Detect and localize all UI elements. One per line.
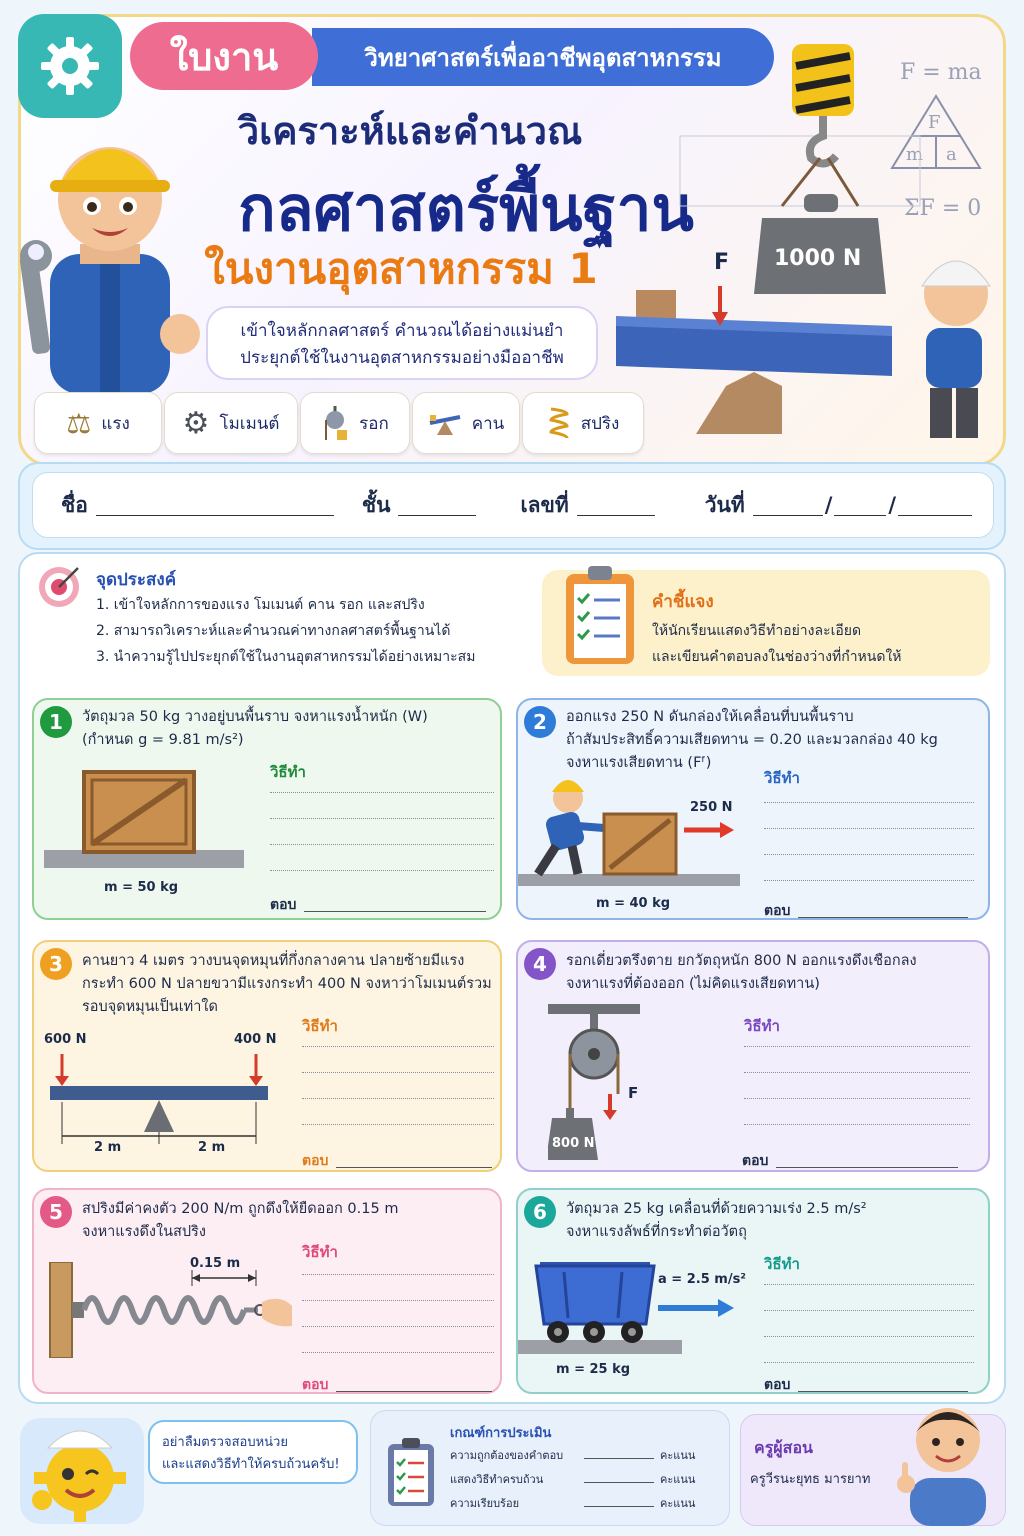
topic-chip-pulley [300, 392, 410, 454]
date-month-field[interactable] [834, 494, 886, 516]
question-number: 6 [524, 1196, 556, 1228]
lever-icon [428, 409, 462, 437]
work-line[interactable] [270, 870, 494, 871]
work-label: วิธีทำ [302, 1017, 338, 1035]
answer-label: ตอบ [764, 903, 791, 919]
weight-label: 800 N [552, 1136, 595, 1151]
question-text-line: คานยาว 4 เมตร วางบนจุดหมุนที่กึ่งกลางคาน ปลายซ้ายมีแรง [82, 953, 465, 969]
work-line[interactable] [302, 1352, 494, 1353]
teacher-character-illustration [890, 1398, 1000, 1526]
name-label: ชื่อ [61, 492, 88, 517]
answer-field[interactable] [798, 1376, 968, 1392]
work-line[interactable] [744, 1124, 970, 1125]
work-line[interactable] [744, 1072, 970, 1073]
triangle-top: F [928, 112, 941, 133]
answer-field[interactable] [304, 896, 486, 912]
question-text-line: จงหาแรงลัพธ์ที่กระทำต่อวัตถุ [566, 1224, 747, 1240]
question-text-line: จงหาแรงดึงในสปริง [82, 1224, 206, 1240]
topic-label: คาน [471, 413, 505, 434]
gear-logo [18, 14, 122, 118]
subtitle-line-1: เข้าใจหลักกลศาสตร์ คำนวณได้อย่างแม่นยำ [240, 321, 564, 341]
title-line-1: วิเคราะห์และคำนวณ [237, 109, 583, 153]
work-label: วิธีทำ [270, 763, 306, 781]
push-box-figure [518, 770, 744, 888]
criteria-label: ความถูกต้องของคำตอบ [450, 1449, 564, 1462]
figure-label: m = 50 kg [104, 880, 179, 895]
triangle-right: a [946, 144, 957, 165]
instructions-line-1: ให้นักเรียนแสดงวิธีทำอย่างละเอียด [652, 623, 862, 639]
question-text-line: ถ้าสัมประสิทธิ์ความเสียดทาน = 0.20 และมวลกล่อง 40 kg [566, 732, 938, 748]
criteria-unit: คะแนน [660, 1449, 696, 1462]
weight-label: 1000 N [774, 246, 862, 271]
triangle-left: m [906, 144, 924, 165]
criteria-unit: คะแนน [660, 1473, 696, 1486]
number-field[interactable] [577, 494, 655, 516]
teacher-name: ครูวีรนะยุทธ มารยาท [750, 1472, 871, 1487]
question-text-line: ออกแรง 250 N ดันกล่องให้เคลื่อนที่บนพื้นราบ [566, 709, 854, 725]
question-number: 4 [524, 948, 556, 980]
question-number: 5 [40, 1196, 72, 1228]
force-label: 250 N [690, 800, 733, 815]
score-field[interactable] [584, 1494, 654, 1507]
topic-label: แรง [101, 413, 130, 434]
work-line[interactable] [270, 844, 494, 845]
work-line[interactable] [302, 1274, 494, 1275]
criteria-unit: คะแนน [660, 1497, 696, 1510]
gear-icon [37, 33, 103, 99]
title-line-2: กลศาสตร์พื้นฐาน [238, 172, 694, 245]
worksheet-tag: ใบงาน [130, 22, 318, 90]
question-text-line: รอกเดี่ยวตรึงตาย ยกวัตถุหนัก 800 N ออกแรงดึงเชือกลง [566, 953, 917, 969]
gear-icon: ⚙ [182, 405, 210, 441]
work-line[interactable] [302, 1300, 494, 1301]
force-left-label: 600 N [44, 1032, 87, 1047]
class-label: ชั้น [361, 492, 391, 517]
crate-on-floor-figure [44, 768, 246, 874]
criteria-label: ความเรียบร้อย [450, 1497, 520, 1510]
spring-stretch-figure [48, 1262, 294, 1358]
work-line[interactable] [764, 880, 974, 881]
answer-field[interactable] [336, 1376, 492, 1392]
pulley-icon [321, 406, 349, 440]
work-line[interactable] [302, 1072, 494, 1073]
question-text-line: วัตถุมวล 50 kg วางอยู่บนพื้นราบ จงหาแรงน้ำหนัก (W) [82, 709, 428, 725]
gear-mascot-illustration [20, 1418, 144, 1524]
mascot-box [20, 1418, 144, 1524]
work-label: วิธีทำ [764, 769, 800, 787]
spring-icon [547, 405, 571, 441]
question-number: 1 [40, 706, 72, 738]
topic-label: สปริง [580, 413, 620, 434]
work-line[interactable] [744, 1046, 970, 1047]
work-line[interactable] [302, 1046, 494, 1047]
answer-label: ตอบ [302, 1153, 329, 1169]
reminder-line-2: และแสดงวิธีทำให้ครบถ้วนครับ! [162, 1457, 340, 1472]
question-text-line: วัตถุมวล 25 kg เคลื่อนที่ด้วยความเร่ง 2.5 m/s² [566, 1201, 867, 1217]
topic-label: รอก [359, 413, 389, 434]
teacher-title: ครูผู้สอน [754, 1438, 813, 1457]
distance-right-label: 2 m [198, 1140, 226, 1155]
work-line[interactable] [764, 828, 974, 829]
question-text-line: สปริงมีค่าคงตัว 200 N/m ถูกดึงให้ยืดออก 0.15 m [82, 1201, 399, 1217]
answer-field[interactable] [336, 1152, 492, 1168]
question-text-line: จงหาแรงเสียดทาน (Fᶠ) [566, 755, 712, 771]
target-icon [36, 564, 82, 610]
reminder-bubble [148, 1420, 358, 1484]
work-label: วิธีทำ [302, 1243, 338, 1261]
work-line[interactable] [764, 854, 974, 855]
figure-label: m = 40 kg [596, 896, 671, 911]
work-label: วิธีทำ [764, 1255, 800, 1273]
topic-chip-force [34, 392, 162, 454]
work-label: วิธีทำ [744, 1017, 780, 1035]
clipboard-icon [562, 562, 638, 666]
distance-left-label: 2 m [94, 1140, 122, 1155]
scale-icon: ⚖ [66, 406, 92, 440]
question-text-line: รอบจุดหมุนเป็นเท่าใด [82, 999, 218, 1015]
number-label: เลขที่ [520, 492, 569, 517]
class-field[interactable] [398, 494, 476, 516]
clipboard-icon [386, 1436, 436, 1508]
criteria-label: แสดงวิธีทำครบถ้วน [450, 1473, 544, 1486]
question-text-line: จงหาแรงที่ต้องออก (ไม่คิดแรงเสียดทาน) [566, 976, 820, 992]
date-day-field[interactable] [753, 494, 823, 516]
answer-label: ตอบ [742, 1153, 769, 1169]
work-line[interactable] [270, 818, 494, 819]
answer-label: ตอบ [270, 897, 297, 913]
objectives-title: จุดประสงค์ [96, 570, 177, 590]
objective-item: 2. สามารถวิเคราะห์และคำนวณค่าทางกลศาสตร์พื้นฐานได้ [96, 623, 451, 639]
work-line[interactable] [302, 1124, 494, 1125]
extension-label: 0.15 m [190, 1256, 241, 1271]
instructions-line-2: และเขียนคำตอบลงในช่องว่างที่กำหนดให้ [652, 649, 902, 665]
reminder-line-1: อย่าลืมตรวจสอบหน่วย [162, 1435, 288, 1450]
question-text-line: (กำหนด g = 9.81 m/s²) [82, 732, 244, 748]
work-line[interactable] [764, 1362, 974, 1363]
question-number: 3 [40, 948, 72, 980]
formula-newton: F = ma [900, 60, 982, 85]
criteria-title: เกณฑ์การประเมิน [450, 1426, 552, 1441]
worker-character-illustration [20, 104, 200, 394]
date-label: วันที่ [704, 492, 745, 517]
topic-chip-lever [412, 392, 520, 454]
work-line[interactable] [764, 802, 974, 803]
subject-banner: วิทยาศาสตร์เพื่ออาชีพอุตสาหกรรม [312, 28, 774, 86]
topic-chip-spring [522, 392, 644, 454]
subtitle-box [206, 306, 598, 380]
work-line[interactable] [764, 1284, 974, 1285]
title-line-3: ในงานอุตสาหกรรม 1 [204, 244, 598, 293]
score-field[interactable] [584, 1446, 654, 1459]
answer-label: ตอบ [764, 1377, 791, 1393]
date-year-field[interactable] [898, 494, 972, 516]
answer-field[interactable] [798, 902, 968, 918]
student-info-bar: ชื่อ ชั้น เลขที่ วันที่ / / [18, 462, 1006, 550]
figure-label: m = 25 kg [556, 1362, 631, 1377]
score-field[interactable] [584, 1470, 654, 1483]
objective-item: 3. นำความรู้ไปประยุกต์ใช้ในงานอุตสาหกรรมได้อย่างเหมาะสม [96, 649, 476, 665]
topic-label: โมเมนต์ [219, 413, 280, 434]
work-line[interactable] [764, 1336, 974, 1337]
name-field[interactable] [96, 494, 334, 516]
topic-chip-moment [164, 392, 298, 454]
answer-field[interactable] [776, 1152, 958, 1168]
subtitle-line-2: ประยุกต์ใช้ในงานอุตสาหกรรมอย่างมืออาชีพ [240, 348, 564, 368]
question-text-line: กระทำ 600 N ปลายขวามีแรงกระทำ 400 N จงหาว่าโมเมนต์รวม [82, 976, 492, 992]
objective-item: 1. เข้าใจหลักการของแรง โมเมนต์ คาน รอก และสปริง [96, 597, 425, 613]
lever-moment-figure [44, 1050, 276, 1150]
formula-equilibrium: ΣF = 0 [904, 196, 982, 221]
force-right-label: 400 N [234, 1032, 277, 1047]
work-line[interactable] [744, 1098, 970, 1099]
force-label: F [714, 250, 730, 275]
work-line[interactable] [764, 1310, 974, 1311]
work-line[interactable] [302, 1098, 494, 1099]
acceleration-label: a = 2.5 m/s² [658, 1272, 746, 1287]
force-label: F [628, 1084, 639, 1102]
answer-label: ตอบ [302, 1377, 329, 1393]
question-number: 2 [524, 706, 556, 738]
work-line[interactable] [302, 1326, 494, 1327]
instructions-title: คำชี้แจง [652, 592, 714, 612]
work-line[interactable] [270, 792, 494, 793]
